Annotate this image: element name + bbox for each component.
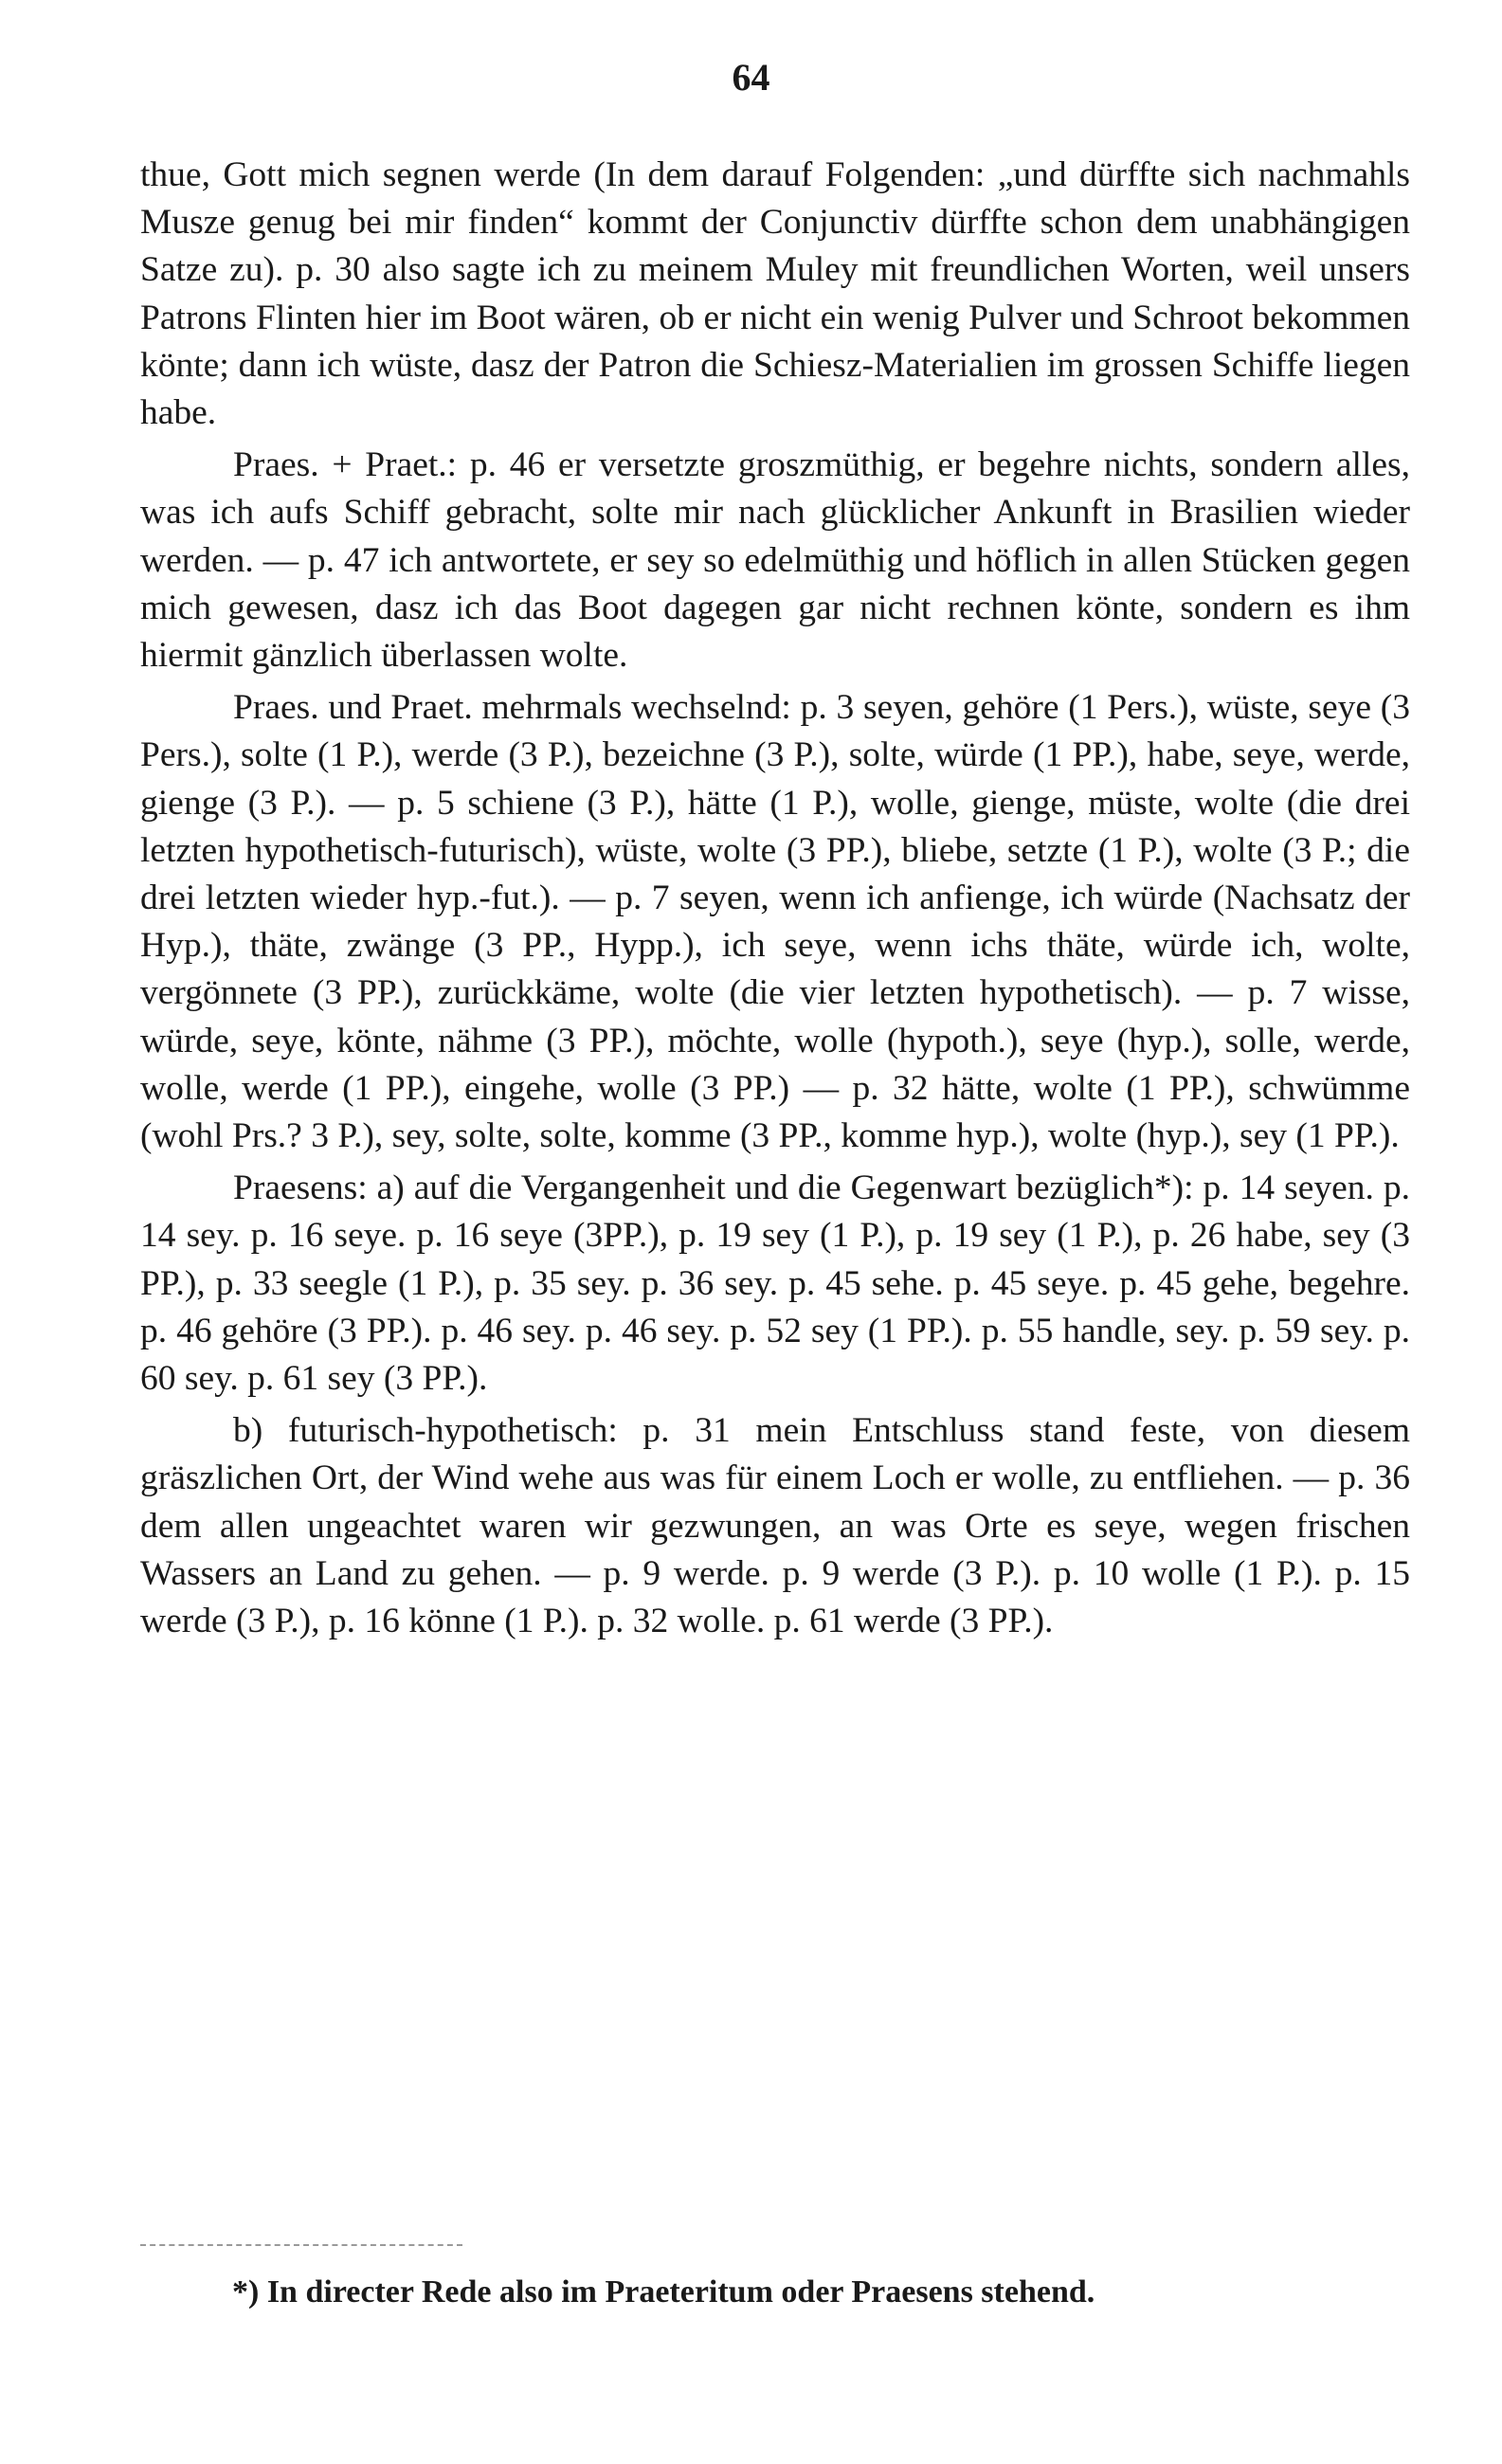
page-number: 64	[732, 56, 770, 99]
footnote: *) In directer Rede also im Praeteritum oder Praesens stehend.	[232, 2274, 1095, 2310]
paragraph-1: thue, Gott mich segnen werde (In dem darauf Folgenden: „und dürffte sich nachmahls Musze genug bei mir finden“ kommt der Conjunctiv dürffte schon dem unabhängigen Satze zu). p. 30 also sagte ich zu meinem Muley mit freundlichen Worten, weil unsers Patrons Flinten hier im Boot wären, ob er nicht ein wenig Pulver und Schroot bekommen könte; dann ich wüste, dasz der Patron die Schiesz-Materialien im grossen Schiffe liegen habe.	[140, 155, 1410, 433]
paragraph-3: Praes. und Praet. mehrmals wechselnd: p. 3 seyen, gehöre (1 Pers.), wüste, seye (3 Pers.), solte (1 P.), werde (3 P.), bezeichne (3 P.), solte, würde (1 PP.), habe, seye, werde, gienge (3 P.). — p. 5 schiene (3 P.), hätte (1 P.), wolle, gienge, müste, wolte (die drei letzten hypothetisch-futurisch), wüste, wolte (3 PP.), bliebe, setzte (1 P.), wolte (3 P.; die drei letzten wieder hyp.-fut.). — p. 7 seyen, wenn ich anfienge, ich würde (Nachsatz der Hyp.), thäte, zwänge (3 PP., Hypp.), ich seye, wenn ichs thäte, würde ich, wolte, vergönnete (3 PP.), zurückkäme, wolte (die vier letzten hypothetisch). — p. 7 wisse, würde, seye, könte, nähme (3 PP.), möchte, wolle (hypoth.), seye (hyp.), solle, werde, wolle, werde (1 PP.), eingehe, wolle (3 PP.) — p. 32 hätte, wolte (1 PP.), schwümme (wohl Prs.? 3 P.), sey, solte, solte, komme (3 PP., komme hyp.), wolte (hyp.), sey (1 PP.).	[140, 688, 1410, 1156]
footnote-divider	[140, 2244, 462, 2246]
paragraph-4: Praesens: a) auf die Vergangenheit und die Gegenwart bezüglich*): p. 14 seyen. p. 14 sey. p. 16 seye. p. 16 seye (3PP.), p. 19 sey (1 P.), p. 19 sey (1 P.), p. 26 habe, sey (3 PP.), p. 33 seegle (1 P.), p. 35 sey. p. 36 sey. p. 45 sehe. p. 45 seye. p. 45 gehe, begehre. p. 46 gehöre (3 PP.). p. 46 sey. p. 46 sey. p. 52 sey (1 PP.). p. 55 handle, sey. p. 59 sey. p. 60 sey. p. 61 sey (3 PP.).	[140, 1169, 1410, 1399]
body-text	[140, 152, 1410, 1645]
paragraph-2: Praes. + Praet.: p. 46 er versetzte groszmüthig, er begehre nichts, sondern alles, was ich aufs Schiff gebracht, solte mir nach glücklicher Ankunft in Brasilien wieder werden. — p. 47 ich antwortete, er sey so edelmüthig und höflich in allen Stücken gegen mich gewesen, dasz ich das Boot dagegen gar nicht rechnen könte, sondern es ihm hiermit gänzlich überlassen wolte.	[140, 445, 1410, 676]
paragraph-5: b) futurisch-hypothetisch: p. 31 mein Entschluss stand feste, von diesem gräszlichen Ort, der Wind wehe aus was für einem Loch er wolle, zu entfliehen. — p. 36 dem allen ungeachtet waren wir gezwungen, an was Orte es seye, wegen frischen Wassers an Land zu gehen. — p. 9 werde. p. 9 werde (3 P.). p. 10 wolle (1 P.). p. 15 werde (3 P.), p. 16 könne (1 P.). p. 32 wolle. p. 61 werde (3 PP.).	[140, 1411, 1410, 1641]
